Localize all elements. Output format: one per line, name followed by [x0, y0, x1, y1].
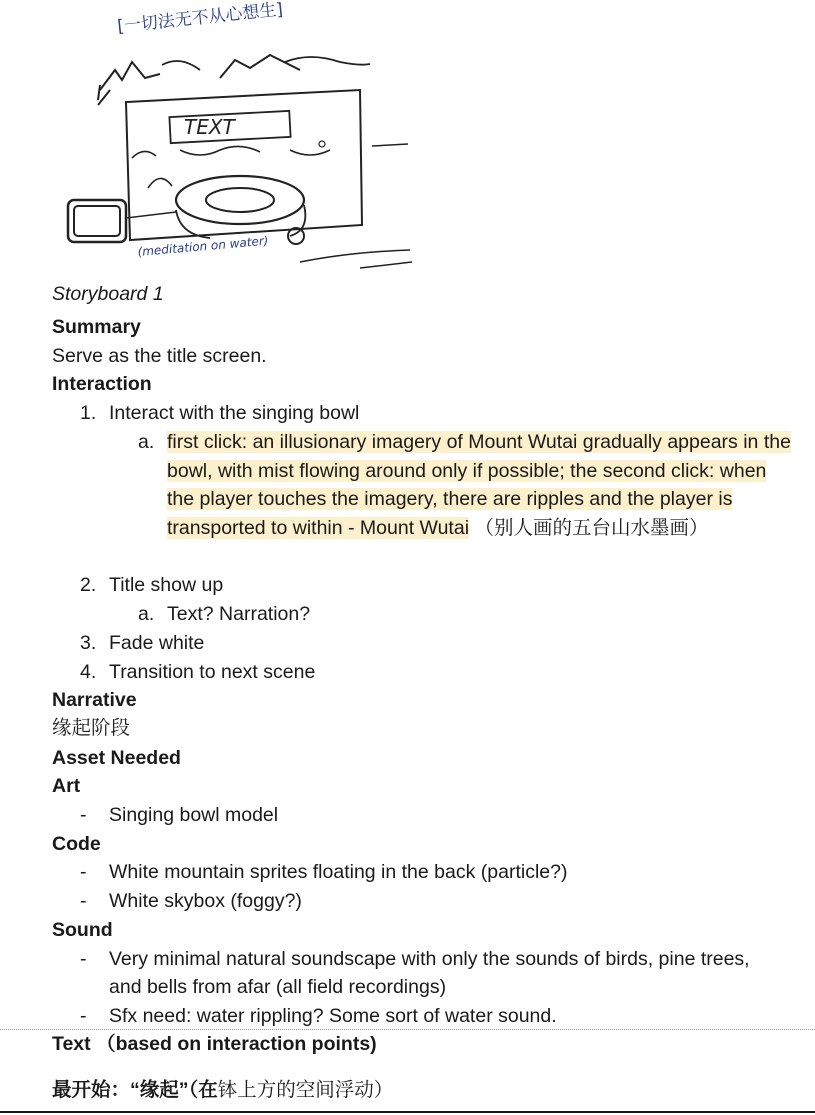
interaction-sub-2: Text? Narration?	[167, 603, 311, 625]
asset-needed-heading: Asset Needed	[52, 747, 181, 769]
sound-heading: Sound	[52, 919, 113, 941]
art-bullet-1: -	[80, 804, 87, 826]
code-item-1: White mountain sprites floating in the back (particle?)	[109, 861, 568, 883]
interaction-item-1-number: 1.	[80, 402, 97, 424]
start-label: 最开始：“缘起”（在	[52, 1079, 218, 1101]
art-heading: Art	[52, 775, 81, 797]
sound-bullet-1: -	[80, 948, 87, 970]
interaction-item-1: Interact with the singing bowl	[109, 402, 360, 424]
text-section-heading: Text （based on interaction points)	[52, 1033, 377, 1055]
code-item-2: White skybox (foggy?)	[109, 890, 302, 912]
highlighted-text: first click: an illusionary imagery of Mount Wutai gradually appears in the bowl, with mist flowing around only if possible; the second click: when the player touches the imagery, there are ripples and the player is transported to within - Mount Wutai	[167, 431, 791, 540]
sound-item-1-line-2: and bells from afar (all field recordings)	[109, 976, 447, 998]
bottom-rule	[0, 1111, 815, 1113]
sketch-box-label: TEXT	[184, 115, 235, 139]
text-section-start-line	[52, 1076, 393, 1104]
sound-bullet-2: -	[80, 1005, 87, 1027]
summary-text: Serve as the title screen.	[52, 345, 267, 367]
summary-heading: Summary	[52, 316, 141, 338]
storyboard-title: Storyboard 1	[52, 283, 164, 305]
interaction-item-2: Title show up	[109, 574, 224, 596]
interaction-item-3: Fade white	[109, 632, 205, 654]
start-description: 钵上方的空间浮动）	[217, 1079, 394, 1101]
narrative-heading: Narrative	[52, 689, 137, 711]
interaction-heading: Interaction	[52, 373, 152, 395]
sketch-caption-top: [一切法无不从心想生]	[116, 0, 284, 37]
interaction-sub-2-letter: a.	[138, 603, 155, 625]
interaction-sub-1-paragraph	[167, 428, 797, 543]
interaction-sub-1-letter: a.	[138, 431, 155, 453]
interaction-item-2-number: 2.	[80, 574, 97, 596]
code-bullet-1: -	[80, 861, 87, 883]
code-bullet-2: -	[80, 890, 87, 912]
narrative-text: 缘起阶段	[52, 717, 131, 739]
interaction-item-4-number: 4.	[80, 661, 97, 683]
chinese-note: （别人画的五台山水墨画）	[469, 517, 709, 540]
interaction-item-3-number: 3.	[80, 632, 97, 654]
interaction-item-4: Transition to next scene	[109, 661, 316, 683]
code-heading: Code	[52, 833, 101, 855]
art-item-1: Singing bowl model	[109, 804, 279, 826]
sound-item-1-line-1: Very minimal natural soundscape with only the sounds of birds, pine trees,	[109, 948, 750, 970]
storyboard-sketch	[60, 0, 412, 272]
sound-item-2: Sfx need: water rippling? Some sort of water sound.	[109, 1005, 557, 1027]
sketch-caption-bottom: (meditation on water)	[137, 233, 269, 259]
